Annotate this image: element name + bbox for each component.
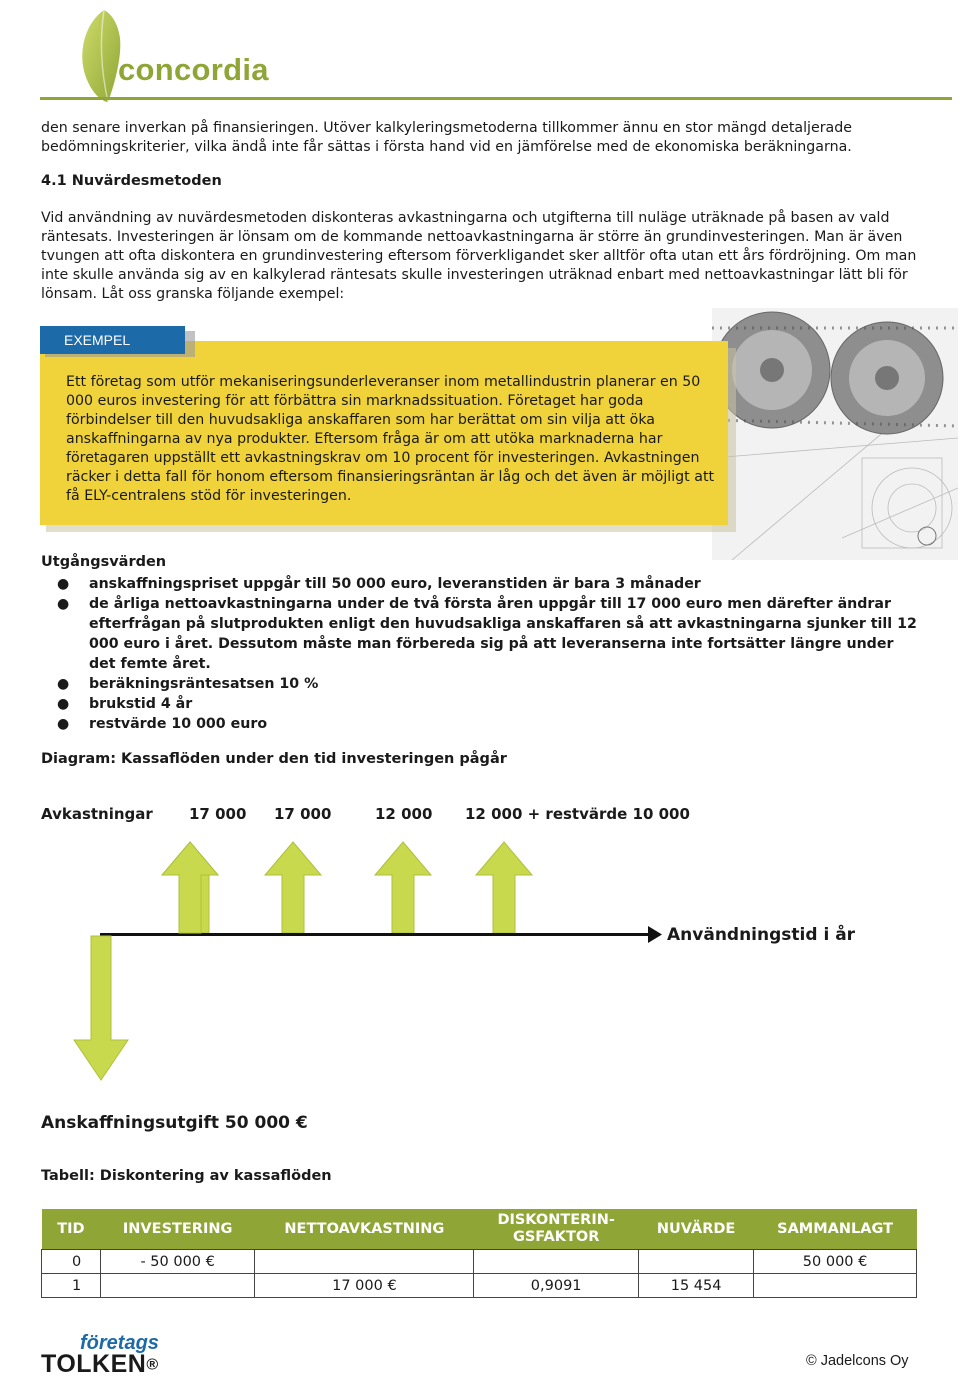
outflow-label: Anskaffningsutgift 50 000 € bbox=[41, 1113, 308, 1133]
logo-text: concordia bbox=[118, 52, 269, 87]
table-cell: 0 bbox=[42, 1250, 101, 1274]
section-heading: 4.1 Nuvärdesmetoden bbox=[41, 173, 222, 189]
return-value-year-4: 12 000 + restvärde 10 000 bbox=[465, 805, 690, 823]
table-cell bbox=[639, 1250, 754, 1274]
table-cell bbox=[255, 1250, 474, 1274]
column-header: NETTOAVKASTNING bbox=[255, 1209, 474, 1250]
table-row bbox=[42, 1274, 917, 1298]
method-paragraph: Vid användning av nuvärdesmetoden diskonteras avkastningarna och utgifterna till nuläge uträknade på basen av vald räntesats. Investeringen är lönsam om de kommande nettoavkastningarna är större än grundinvesteringen. Man är även tvungen att ofta diskontera en grundinvestering eftersom förverkligandet sker alltför ofta utan ett års fördröjning. Om man inte skulle använda sig av en kalkylerad räntesats skulle investeringen uträknad enbart med nettoavkastningar lätt bli för lönsam. Låt oss granska följande exempel: bbox=[41, 210, 917, 302]
example-text: Ett företag som utför mekaniseringsunderleveranser inom metallindustrin planerar en 50 000 euros investering för att förbättra sin marknadssituation. Företaget har goda förbindelser till den huvudsakliga anskaffaren som har berättat om sin vilja att öka anskaffningarna av nya produkter. Eftersom fråga är om att utöka marknaderna har företagaren uppställt ett avkastningskrav om 10 procent för investeringen. Avkastningen räcker i detta fall för honom eftersom finansieringsräntan är låg och det även är möjligt att få ELY-centralens stöd för investeringen. bbox=[66, 374, 715, 504]
column-header: NUVÄRDE bbox=[639, 1209, 754, 1250]
intro-paragraph: den senare inverkan på finansieringen. Utöver kalkyleringsmetoderna tillkommer ännu en stor mängd detaljerade bedömningskriterier, vilka ändå inte får sättas i första hand vid en jämförelse med de ekonomiska beräkningarna. bbox=[41, 120, 852, 155]
table-header-row bbox=[42, 1209, 917, 1250]
table-cell: 1 bbox=[42, 1274, 101, 1298]
table-cell: 17 000 € bbox=[255, 1274, 474, 1298]
table-row bbox=[42, 1250, 917, 1274]
example-tab: EXEMPEL bbox=[40, 326, 185, 354]
table-cell bbox=[754, 1274, 917, 1298]
column-header: DISKONTERIN- GSFAKTOR bbox=[474, 1209, 639, 1250]
list-item: ● beräkningsräntesatsen 10 % bbox=[41, 674, 921, 694]
header-rule bbox=[40, 97, 952, 100]
list-item: ● restvärde 10 000 euro bbox=[41, 714, 921, 734]
year-1-arrow-overlay bbox=[0, 830, 960, 940]
list-item: ● anskaffningspriset uppgår till 50 000 euro, leveranstiden är bara 3 månader bbox=[41, 574, 921, 594]
return-value-year-1: 17 000 bbox=[189, 805, 247, 823]
table-heading: Tabell: Diskontering av kassaflöden bbox=[41, 1168, 332, 1184]
table-cell: - 50 000 € bbox=[100, 1250, 255, 1274]
registered-mark: ® bbox=[146, 1356, 159, 1374]
starting-values-heading: Utgångsvärden bbox=[41, 554, 167, 570]
down-arrow-investment bbox=[74, 936, 128, 1080]
column-header: TID bbox=[42, 1209, 101, 1250]
table-cell: 50 000 € bbox=[754, 1250, 917, 1274]
column-header: INVESTERING bbox=[100, 1209, 255, 1250]
column-header: SAMMANLAGT bbox=[754, 1209, 917, 1250]
table-cell: 15 454 bbox=[639, 1274, 754, 1298]
copyright: © Jadelcons Oy bbox=[806, 1353, 909, 1369]
return-value-year-2: 17 000 bbox=[274, 805, 332, 823]
table-cell: 0,9091 bbox=[474, 1274, 639, 1298]
footer-logo-top: företags bbox=[80, 1332, 159, 1354]
discount-table bbox=[41, 1209, 917, 1298]
return-value-year-3: 12 000 bbox=[375, 805, 433, 823]
table-cell bbox=[100, 1274, 255, 1298]
returns-label: Avkastningar bbox=[41, 805, 153, 823]
starting-values-list bbox=[41, 574, 921, 734]
footer-logo-word: TOLKEN bbox=[41, 1350, 147, 1378]
list-item: ● de årliga nettoavkastningarna under de två första åren uppgår till 17 000 euro men därefter ändrar efterfrågan på slutprodukten enligt den huvudsakliga anskaffaren så att avkastningarna sjunker till 12 000 euro i året. Dessutom måste man förbereda sig på att leveranserna inte fortsätter längre under det femte året. bbox=[41, 594, 921, 674]
list-item: ● brukstid 4 år bbox=[41, 694, 921, 714]
diagram-heading: Diagram: Kassaflöden under den tid investeringen pågår bbox=[41, 751, 507, 767]
time-axis-label: Användningstid i år bbox=[667, 925, 856, 945]
gears-illustration bbox=[712, 308, 958, 560]
table-cell bbox=[474, 1250, 639, 1274]
footer-logo-bottom bbox=[41, 1350, 159, 1379]
